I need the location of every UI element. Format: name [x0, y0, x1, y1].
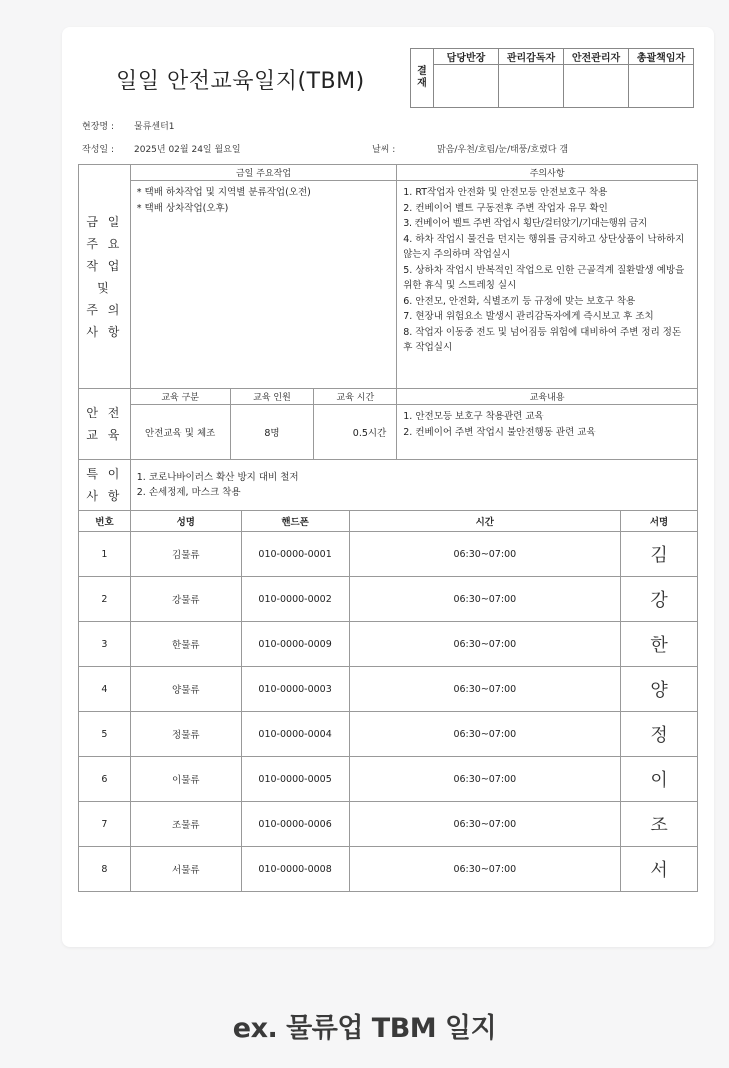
- roster-time: 06:30~07:00: [349, 847, 621, 892]
- caution-items: [397, 181, 698, 389]
- roster-name: 조물류: [130, 802, 241, 847]
- date-value: 2025년 02월 24일 월요일: [134, 145, 241, 155]
- table-row: [79, 667, 698, 712]
- caution-item: 7. 현장내 위험요소 발생시 관리감독자에게 즉시보고 후 조치: [403, 311, 654, 322]
- document-title: 일일 안전교육일지(TBM): [116, 69, 365, 94]
- roster-name: 이물류: [130, 757, 241, 802]
- roster-signature: 서: [621, 847, 698, 892]
- roster-time: 06:30~07:00: [349, 667, 621, 712]
- education-col-type: 교육 구분: [130, 389, 230, 405]
- approval-sign-cell: [564, 65, 629, 108]
- roster-phone: 010-0000-0004: [241, 712, 349, 757]
- approval-role: 관리감독자: [499, 49, 564, 65]
- site-label: 현장명 :: [82, 122, 114, 132]
- education-col-people: 교육 인원: [230, 389, 314, 405]
- table-row: [79, 712, 698, 757]
- education-type: 안전교육 및 체조: [130, 405, 230, 460]
- roster-time: 06:30~07:00: [349, 622, 621, 667]
- table-row: [79, 577, 698, 622]
- caution-item: 5. 상하차 작업시 반복적인 작업으로 인한 근골격계 질환발생 예방을 위한 휴식 및 스트레칭 실시: [403, 264, 685, 291]
- table-row: [79, 757, 698, 802]
- roster-phone: 010-0000-0002: [241, 577, 349, 622]
- roster-signature: 조: [621, 802, 698, 847]
- roster-header-sign: 서명: [621, 511, 698, 532]
- approval-sign-cell: [629, 65, 694, 108]
- special-items: 1. 코로나바이러스 확산 방지 대비 철저 2. 손세정제, 마스크 착용: [130, 460, 697, 511]
- roster-time: 06:30~07:00: [349, 712, 621, 757]
- education-col-time: 교육 시간: [314, 389, 397, 405]
- roster-phone: 010-0000-0006: [241, 802, 349, 847]
- approval-label: 결 재: [411, 49, 434, 108]
- table-row: [79, 622, 698, 667]
- date-label: 작성일 :: [82, 145, 114, 155]
- special-side-label: 특 이 사 항: [79, 460, 131, 511]
- caution-item: 6. 안전모, 안전화, 식별조끼 등 규정에 맞는 보호구 착용: [403, 295, 636, 307]
- roster-header-no: 번호: [79, 511, 131, 532]
- roster-no: 3: [79, 622, 131, 667]
- roster-signature: 정: [621, 712, 698, 757]
- education-side-label: 안 전 교 육: [79, 389, 131, 460]
- roster-signature: 이: [621, 757, 698, 802]
- roster-no: 8: [79, 847, 131, 892]
- site-value: 물류센터1: [134, 122, 175, 132]
- education-content: 1. 안전모등 보호구 착용관련 교육 2. 컨베이어 주변 작업시 불안전행동 관련 교육: [397, 405, 698, 460]
- roster-signature: 강: [621, 577, 698, 622]
- work-items: [130, 181, 396, 389]
- roster-name: 한물류: [130, 622, 241, 667]
- education-time: 0.5시간: [314, 405, 397, 460]
- roster-header-time: 시간: [349, 511, 621, 532]
- attendance-roster: [78, 510, 698, 892]
- roster-no: 4: [79, 667, 131, 712]
- roster-header-name: 성명: [130, 511, 241, 532]
- approval-role: 총괄책임자: [629, 49, 694, 65]
- roster-time: 06:30~07:00: [349, 757, 621, 802]
- caution-item: 3. 컨베이어 벨트 주변 작업시 횡단/걸터앉기/기대는행위 금지: [403, 218, 647, 229]
- roster-no: 5: [79, 712, 131, 757]
- approval-role: 담당반장: [434, 49, 499, 65]
- work-side-label: 금 일 주 요 작 업 및 주 의 사 항: [79, 165, 131, 389]
- roster-name: 강물류: [130, 577, 241, 622]
- roster-name: 김물류: [130, 532, 241, 577]
- work-header: 금일 주요작업: [130, 165, 396, 181]
- work-item: * 택배 상차작업(오후): [136, 202, 229, 214]
- roster-no: 6: [79, 757, 131, 802]
- roster-phone: 010-0000-0008: [241, 847, 349, 892]
- roster-no: 7: [79, 802, 131, 847]
- roster-name: 양물류: [130, 667, 241, 712]
- work-item: * 택배 하차작업 및 지역별 분류작업(오전): [136, 187, 311, 198]
- caution-item: 4. 하차 작업시 물건을 던지는 행위를 금지하고 상단상품이 낙하하지 않는지 주의하며 작업실시: [403, 233, 685, 260]
- roster-no: 1: [79, 532, 131, 577]
- roster-header-phone: 핸드폰: [241, 511, 349, 532]
- approval-sign-cell: [434, 65, 499, 108]
- table-row: [79, 802, 698, 847]
- table-row: [79, 847, 698, 892]
- education-people: 8명: [230, 405, 314, 460]
- education-col-content: 교육내용: [397, 389, 698, 405]
- roster-name: 정물류: [130, 712, 241, 757]
- roster-name: 서물류: [130, 847, 241, 892]
- roster-phone: 010-0000-0005: [241, 757, 349, 802]
- roster-time: 06:30~07:00: [349, 532, 621, 577]
- approval-role: 안전관리자: [564, 49, 629, 65]
- roster-signature: 김: [621, 532, 698, 577]
- caution-item: 1. RT작업자 안전화 및 안전모등 안전보호구 착용: [403, 187, 608, 198]
- roster-no: 2: [79, 577, 131, 622]
- caution-item: 8. 작업자 이동중 전도 및 넘어짐등 위험에 대비하여 주변 정리 정돈 후 작업실시: [403, 326, 682, 353]
- caution-header: 주의사항: [397, 165, 698, 181]
- table-row: [79, 532, 698, 577]
- roster-phone: 010-0000-0009: [241, 622, 349, 667]
- approval-box: [410, 48, 694, 108]
- roster-time: 06:30~07:00: [349, 802, 621, 847]
- roster-phone: 010-0000-0003: [241, 667, 349, 712]
- approval-sign-cell: [499, 65, 564, 108]
- work-education-table: [78, 164, 698, 511]
- roster-phone: 010-0000-0001: [241, 532, 349, 577]
- roster-time: 06:30~07:00: [349, 577, 621, 622]
- weather-label: 날씨 :: [372, 145, 396, 155]
- caution-item: 2. 컨베이어 벨트 구동전후 주변 작업자 유무 확인: [403, 202, 608, 214]
- roster-signature: 한: [621, 622, 698, 667]
- roster-signature: 양: [621, 667, 698, 712]
- weather-value: 맑음/우천/흐림/눈/태풍/흐렸다 갬: [437, 145, 569, 155]
- caption: ex. 물류업 TBM 일지: [232, 1013, 497, 1044]
